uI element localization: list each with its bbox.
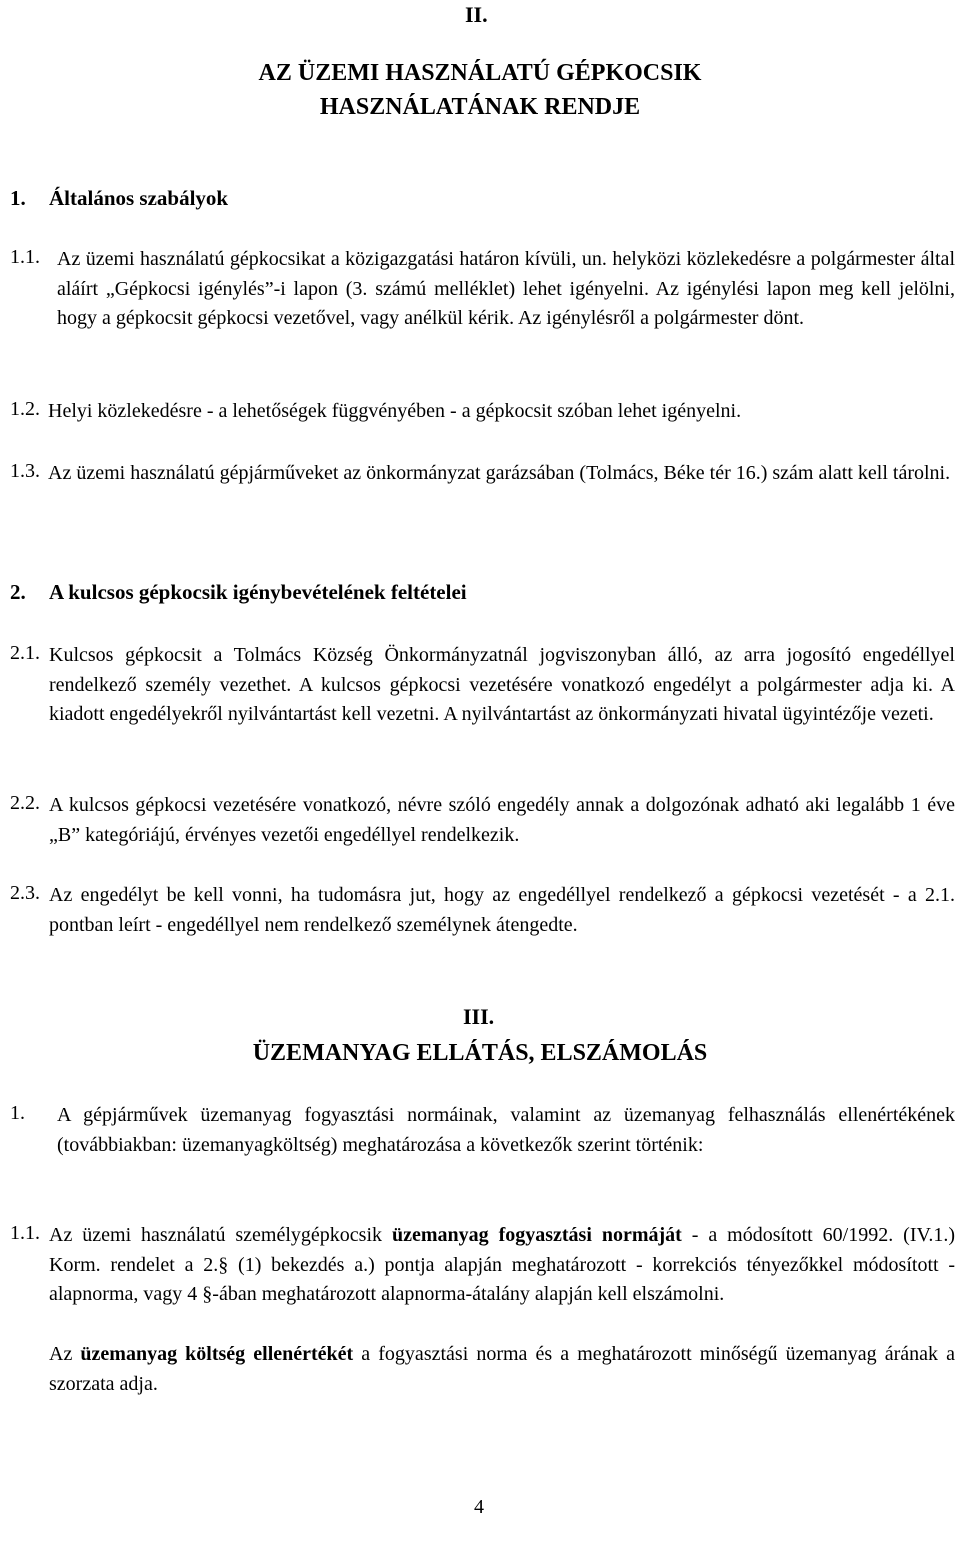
page-number: 4 (474, 1496, 484, 1518)
section-2-title: A kulcsos gépkocsik igénybevételének feltételei (49, 580, 467, 604)
item-3-1-1-number: 1.1. (10, 1222, 40, 1244)
item-1-3-number: 1.3. (10, 460, 40, 482)
item-2-3-number: 2.3. (10, 882, 40, 904)
item-3-1-number: 1. (10, 1102, 25, 1124)
chapter-3-number: III. (463, 1004, 495, 1029)
item-3-1-1-text (49, 1221, 955, 1310)
chapter-3-title: ÜZEMANYAG ELLÁTÁS, ELSZÁMOLÁS (252, 1040, 708, 1066)
item-2-2-number: 2.2. (10, 792, 40, 814)
section-2-number: 2. (10, 580, 26, 604)
item-3-1-1-text-2 (49, 1340, 955, 1399)
item-1-2-text: Helyi közlekedésre - a lehetőségek függvényében - a gépkocsit szóban lehet igényelni. (48, 400, 742, 422)
item-3-1-1-emphasis1: üzemanyag fogyasztási normáját (391, 1224, 682, 1246)
item-3-1-1-emphasis2: üzemanyag költség ellenértékét (80, 1343, 354, 1365)
chapter-number: II. (465, 2, 488, 27)
item-1-1-number: 1.1. (10, 246, 40, 268)
item-3-1-text: A gépjárművek üzemanyag fogyasztási normáinak, valamint az üzemanyag felhasználás ellenértékének (továbbiakban: üzemanyagköltség) meghatározása a következők szerint történik: (57, 1104, 955, 1156)
item-2-1-text: Kulcsos gépkocsit a Tolmács Község Önkormányzatnál jogviszonyban álló, az arra jogosító engedéllyel rendelkező személy vezethet. A kulcsos gépkocsi vezetésére vonatkozó engedélyt a polgármester adja ki. A kiadott engedélyekről nyilvántartást kell vezetni. A nyilvántartást az önkormányzati hivatal ügyintézője vezeti. (49, 644, 955, 726)
item-1-2-number: 1.2. (10, 398, 40, 420)
chapter-title-line1: AZ ÜZEMI HASZNÁLATÚ GÉPKOCSIK (258, 60, 702, 86)
chapter-title-line2: HASZNÁLATÁNAK RENDJE (319, 94, 641, 120)
item-3-1-1-part4: Az (49, 1343, 81, 1365)
item-3-1-1-part6: a fogyasztási norma és a meghatározott minőségű üzemanyag árának a szorzata adja. (49, 1343, 955, 1395)
item-2-2-text: A kulcsos gépkocsi vezetésére vonatkozó, névre szóló engedély annak a dolgozónak adható aki legalább 1 éve „B” kategóriájú, érvényes vezetői engedéllyel rendelkezik. (49, 794, 955, 846)
item-1-1-body: Az üzemi használatú gépkocsikat a közigazgatási határon kívüli, un. helyközi közlekedésre a polgármester által aláírt „Gépkocsi igénylés”-i lapon (3. számú melléklet) lehet igényelni. Az igénylési lapon meg kell jelölni, hogy a gépkocsit gépkocsi vezetővel, vagy anélkül kérik. Az igénylésről a polgármester dönt. (57, 248, 955, 330)
section-1-number: 1. (10, 186, 26, 210)
item-1-3-text: Az üzemi használatú gépjárműveket az önkormányzat garázsában (Tolmács, Béke tér 16.) szám alatt kell tárolni. (48, 462, 951, 484)
item-3-1-1-part3: - a módosított 60/1992. (IV.1.) Korm. rendelet a 2.§ (1) bekezdés a.) pontja alapján meghatározott - korrekciós tényezőkkel módosított - alapnorma, vagy 4 §-ában meghatározott alapnorma-átalány alapján kell elszámolni. (49, 1224, 955, 1305)
section-1-title: Általános szabályok (49, 186, 229, 210)
item-2-1-number: 2.1. (10, 642, 40, 664)
item-2-3-text: Az engedélyt be kell vonni, ha tudomásra jut, hogy az engedéllyel rendelkező a gépkocsi vezetését - a 2.1. pontban leírt - engedéllyel nem rendelkező személynek átengedte. (49, 884, 955, 936)
item-1-1-text (57, 245, 955, 334)
item-3-1-1-part1: Az üzemi használatú személygépkocsik (49, 1224, 392, 1246)
